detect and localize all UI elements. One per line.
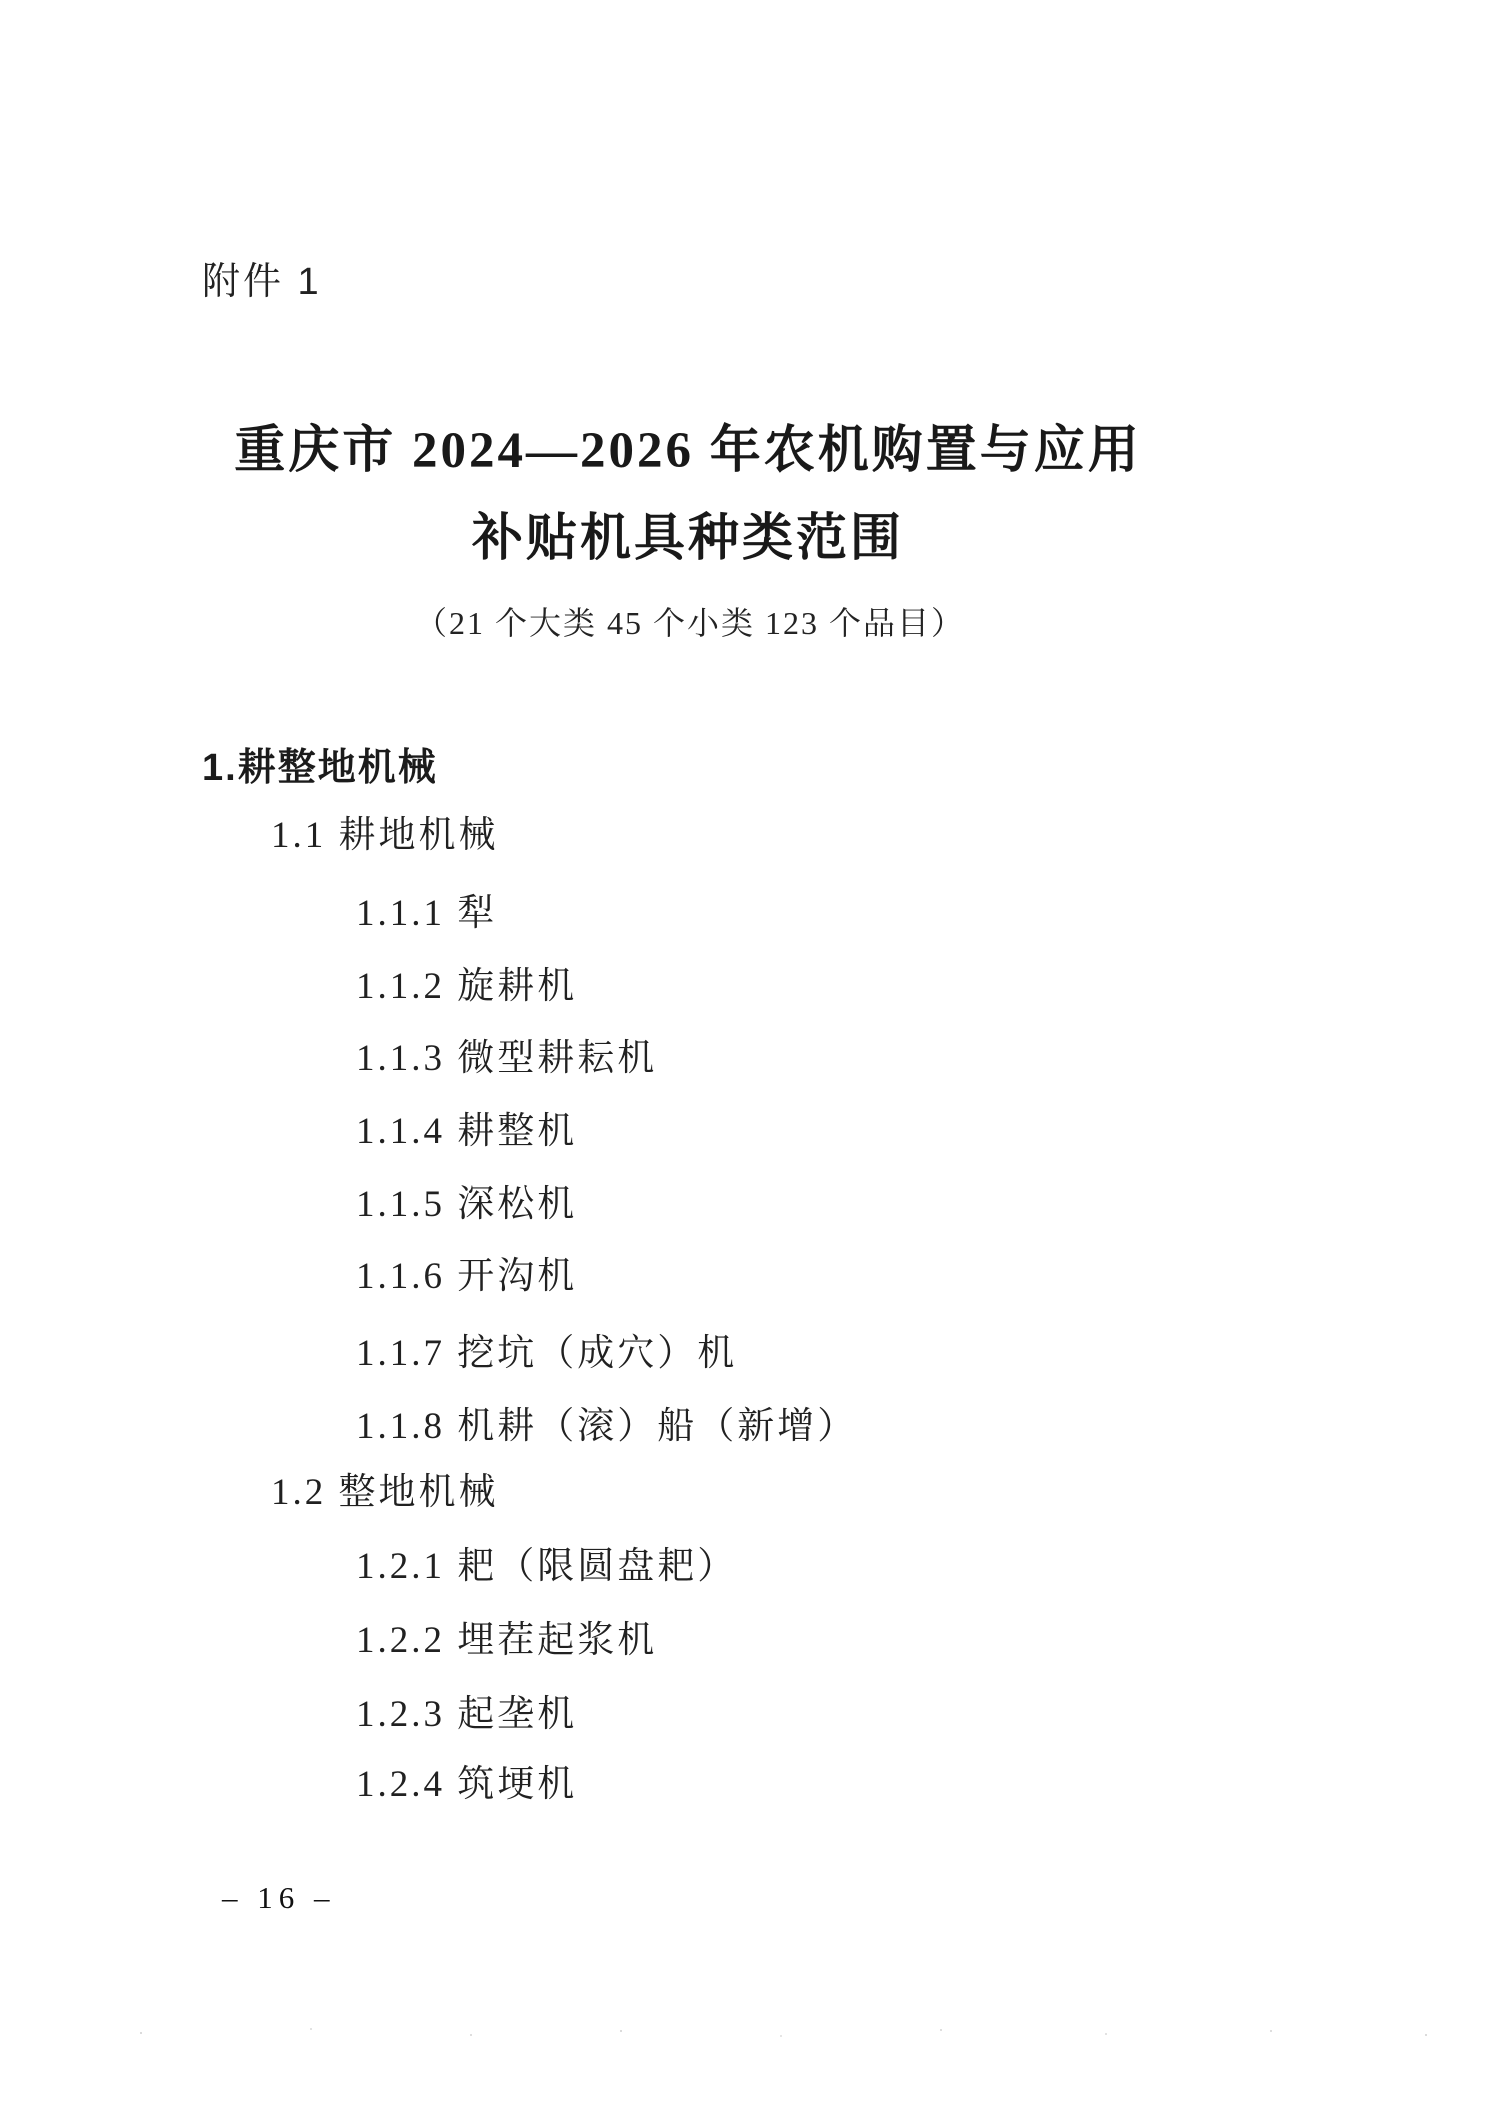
scan-noise-artifact <box>140 2032 142 2034</box>
attachment-label: 附件 1 <box>202 261 322 303</box>
list-item-1-1-6: 1.1.6 开沟机 <box>356 1256 578 1297</box>
list-item-1-1-8: 1.1.8 机耕（滚）船（新增） <box>356 1406 858 1447</box>
list-item-1-2-2: 1.2.2 埋茬起浆机 <box>356 1620 658 1661</box>
list-item-1-1-4: 1.1.4 耕整机 <box>356 1111 578 1152</box>
list-item-1-2-1: 1.2.1 耙（限圆盘耙） <box>356 1546 738 1587</box>
document-title-line-2: 补贴机具种类范围 <box>471 511 904 567</box>
list-item-1-1-3: 1.1.3 微型耕耘机 <box>356 1038 658 1079</box>
list-item-1-1-5: 1.1.5 深松机 <box>356 1184 578 1225</box>
document-title-line-1: 重庆市 2024—2026 年农机购置与应用 <box>234 423 1142 479</box>
subsection-1-2-heading: 1.2 整地机械 <box>271 1472 499 1513</box>
list-item-1-2-4: 1.2.4 筑埂机 <box>356 1764 578 1805</box>
page-number: – 16 – <box>222 1880 336 1915</box>
section-1-heading: 1.耕整地机械 <box>202 747 438 789</box>
subsection-1-1-heading: 1.1 耕地机械 <box>271 815 499 856</box>
list-item-1-1-2: 1.1.2 旋耕机 <box>356 966 578 1007</box>
list-item-1-1-1: 1.1.1 犁 <box>356 893 498 934</box>
document-subtitle-counts: （21 个大类 45 个小类 123 个品目） <box>414 605 965 641</box>
list-item-1-1-7: 1.1.7 挖坑（成穴）机 <box>356 1333 738 1374</box>
list-item-1-2-3: 1.2.3 起垄机 <box>356 1694 578 1735</box>
